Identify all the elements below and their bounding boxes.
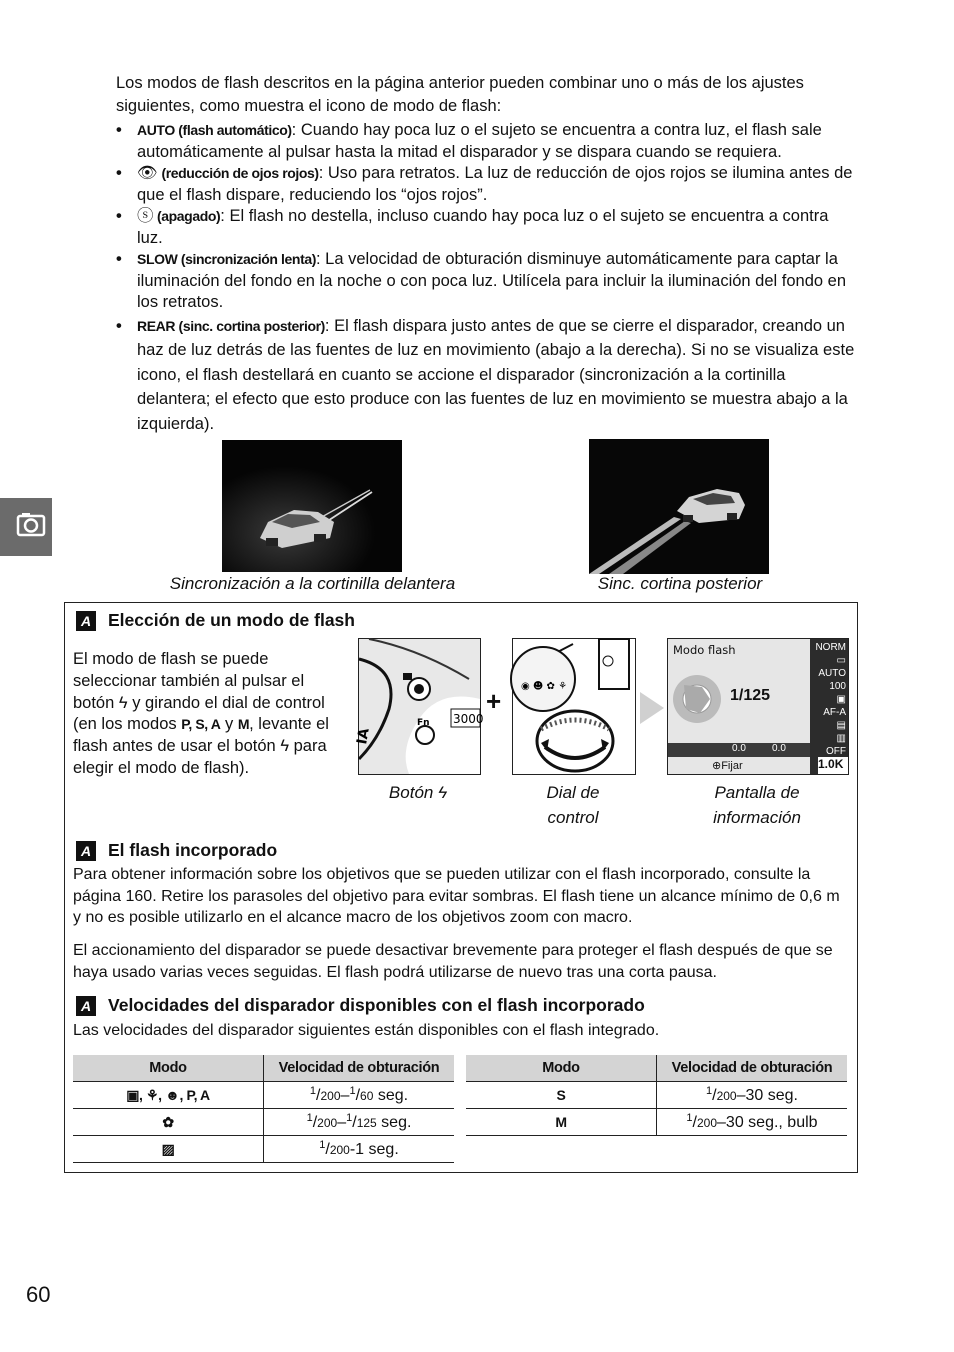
note-heading-builtin-flash: [76, 840, 277, 861]
side-value: NORM: [815, 642, 846, 653]
side-value: ▭: [836, 655, 846, 666]
side-value: ▤: [836, 720, 846, 731]
item-text: : El flash dispara justo antes de que se cierre el disparador, creando un haz de luz detrás de las fuentes de luz en movimiento (abajo a la derecha). Si no se visualiza este icono, el flash destellará en cuanto se accione el disparador (sincronización a la cortinilla delantera; el efecto que esto produce con las fuentes de luz en movimiento se muestra abajo a la izquierda).: [137, 316, 855, 433]
screen-main: [668, 639, 810, 774]
table-row: [466, 1109, 847, 1136]
note-heading-shutter-speeds: [76, 995, 645, 1016]
aperture-icon: [672, 665, 722, 735]
item-text: : La velocidad de obturación disminuye automáticamente para captar la iluminación del fondo en la noche o con poca luz. Utilícela para incluir la iluminación del fondo en los retratos.: [137, 250, 847, 311]
fijar-label: ⊕Fijar: [712, 760, 743, 772]
rear-curtain-caption: Sinc. cortina posterior: [597, 574, 763, 593]
flash-off-icon: ⓢ: [137, 207, 154, 225]
svg-text:◉ ☻ ✿ ⚘: ◉ ☻ ✿ ⚘: [521, 681, 568, 692]
speed-cell: $^1$/200-1 seg.: [264, 1136, 455, 1163]
caption-info-display: Pantalla de información: [713, 783, 801, 827]
flash-button-illustration: [354, 638, 484, 775]
mode-cell: ▨: [73, 1136, 264, 1163]
item-text: : Cuando hay poca luz o el sujeto se encuentra a contra luz, el flash sale automáticamente al pulsar hasta la mitad el disparador y se dispara cuando se requiera.: [137, 121, 822, 161]
eye-icon: 👁: [137, 164, 158, 182]
information-display-illustration: [667, 638, 849, 775]
shutter-readout: 1/125: [730, 687, 771, 704]
flash-comp-value: 0.0: [772, 743, 786, 754]
list-item-auto: [116, 120, 858, 163]
item-text: : El flash no destella, incluso cuando hay poca luz o el sujeto se encuentra a contra luz.: [137, 207, 829, 247]
flash-options-list: [116, 120, 858, 436]
note-icon: A: [76, 841, 96, 861]
flash-icon: ϟ: [280, 737, 290, 756]
screen-side-panel: [812, 641, 846, 758]
side-value: OFF: [826, 746, 846, 757]
frames-remaining: 1.0K: [818, 757, 848, 774]
note-title: Velocidades del disparador disponibles con el flash incorporado: [108, 995, 645, 1015]
note3-text: Las velocidades del disparador siguientes están disponibles con el flash integrado.: [73, 1022, 660, 1039]
keyword: AUTO (flash automático): [137, 122, 292, 138]
table-row: [73, 1109, 454, 1136]
exposure-comp-value: 0.0: [732, 743, 746, 754]
flash-icon: ϟ: [118, 693, 128, 712]
keyword: SLOW (sincronización lenta): [137, 251, 316, 267]
mode-cell: ✿: [73, 1109, 264, 1136]
camera-icon: [0, 498, 52, 556]
speed-cell: $^1$/200–$^1$/125 seg.: [264, 1109, 455, 1136]
side-value: 100: [829, 681, 846, 692]
arrow-right-icon: [640, 692, 664, 724]
page-number: 60: [26, 1282, 51, 1307]
column-header-mode: Modo: [466, 1055, 657, 1082]
speed-cell: $^1$/200–30 seg.: [657, 1082, 848, 1109]
note-title: Elección de un modo de flash: [108, 610, 355, 630]
note1-text: El modo de flash se puede seleccionar también al pulsar el botón ϟ y girando el dial de control (en los modos P, S, A y M, levante el flash antes de usar el botón ϟ para elegir el modo de flash).: [73, 650, 329, 777]
side-value: ▥: [836, 733, 846, 744]
svg-text:IA: IA: [354, 727, 373, 746]
front-curtain-photo: [222, 440, 402, 572]
intro-paragraph: Los modos de flash descritos en la página anterior pueden combinar uno o más de los ajustes siguientes, como muestra el icono de modo de flash:: [116, 74, 804, 115]
note2-paragraph-2: El accionamiento del disparador se puede desactivar brevemente para proteger el flash después de que se haya usado varias veces seguidas. El flash podrá utilizarse de nuevo tras una corta pausa.: [73, 942, 833, 981]
note-title: El flash incorporado: [108, 840, 278, 860]
list-item-off: [116, 206, 858, 249]
column-header-mode: Modo: [73, 1055, 264, 1082]
list-item-rear: [116, 314, 858, 437]
list-item-red-eye: [116, 163, 858, 206]
side-value: ▣: [836, 694, 846, 705]
table-row: [73, 1082, 454, 1109]
svg-text:3000: 3000: [453, 712, 484, 726]
list-item-slow: [116, 249, 858, 314]
caption-command-dial: Dial de control: [546, 783, 600, 827]
front-curtain-caption: Sincronización a la cortinilla delantera: [169, 574, 456, 593]
section-tab: [0, 498, 52, 556]
plus-sign: +: [486, 686, 502, 716]
side-value: AUTO: [818, 668, 846, 679]
shutter-speed-table-right: [466, 1055, 847, 1136]
keyword: (reducción de ojos rojos): [157, 165, 319, 181]
column-header-speed: Velocidad de obturación: [264, 1055, 455, 1082]
table-row: [73, 1136, 454, 1163]
svg-text:Fn: Fn: [417, 718, 430, 728]
command-dial-illustration: [512, 638, 636, 775]
keyword: REAR (sinc. cortina posterior): [137, 317, 325, 334]
rear-curtain-photo: [589, 439, 769, 574]
note-heading-flash-mode: [76, 610, 355, 631]
mode-cell: ▣, ⚘, ☻, P, A: [73, 1082, 264, 1109]
note-icon: A: [76, 611, 96, 631]
mode-cell: S: [466, 1082, 657, 1109]
column-header-speed: Velocidad de obturación: [657, 1055, 848, 1082]
table-row: [466, 1082, 847, 1109]
speed-cell: $^1$/200–$^1$/60 seg.: [264, 1082, 455, 1109]
side-value: AF-A: [823, 707, 846, 718]
shutter-speed-table-left: [73, 1055, 454, 1163]
screen-title: Modo flash: [673, 643, 736, 657]
mode-cell: M: [466, 1109, 657, 1136]
note2-paragraph-1: Para obtener información sobre los objetivos que se pueden utilizar con el flash incorporado, consulte la página 160. Retire los parasoles del objetivo para evitar sombras. El flash tiene un alcance mínimo de 0,6 m y no es posible utilizarlo en el alcance macro de los objetivos zoom con macro.: [73, 866, 840, 926]
bottom-bar: [668, 743, 810, 757]
keyword: (apagado): [153, 208, 221, 224]
caption-flash-button: Botón ϟ: [388, 783, 448, 802]
note-icon: A: [76, 996, 96, 1016]
speed-cell: $^1$/200–30 seg., bulb: [657, 1109, 848, 1136]
item-text: : Uso para retratos. La luz de reducción de ojos rojos se ilumina antes de que el flash dispare, reduciendo los “ojos rojos”.: [137, 164, 853, 204]
